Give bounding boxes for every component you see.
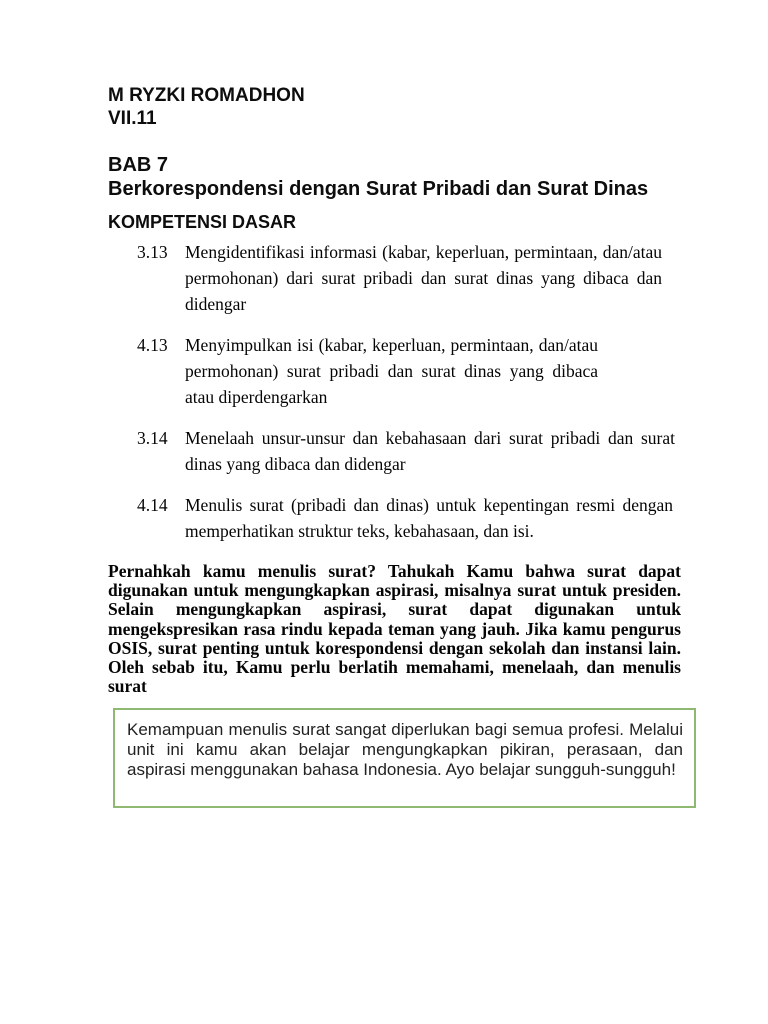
chapter-label: BAB 7 <box>108 154 169 176</box>
competency-item <box>108 239 681 317</box>
competency-number: 4.14 <box>137 495 168 515</box>
class-label: VII.11 <box>108 108 157 129</box>
competency-item <box>108 332 681 410</box>
competency-list <box>108 239 681 544</box>
intro-paragraph: Pernahkah kamu menulis surat? Tahukah Kamu bahwa surat dapat digunakan untuk mengungkapkan aspirasi, misalnya surat untuk presiden. Selain mengungkapkan aspirasi, surat dapat digunakan untuk mengekspresikan rasa rindu kepada teman yang jauh. Jika kamu pengurus OSIS, surat penting untuk korespondensi dengan sekolah dan instansi lain. Oleh sebab itu, Kamu perlu berlatih memahami, menelaah, dan menulis surat <box>108 561 681 697</box>
student-name: M RYZKI ROMADHON <box>108 85 305 106</box>
competency-text: Menyimpulkan isi (kabar, keperluan, permintaan, dan/atau permohonan) surat pribadi dan surat dinas yang dibaca atau diperdengarkan <box>185 335 598 407</box>
competency-item <box>108 492 681 544</box>
competency-number: 3.14 <box>137 428 168 448</box>
chapter-title: Berkorespondensi dengan Surat Pribadi dan Surat Dinas <box>108 177 649 200</box>
competency-text: Menelaah unsur-unsur dan kebahasaan dari surat pribadi dan surat dinas yang dibaca dan didengar <box>185 428 675 474</box>
competency-item <box>108 425 681 477</box>
document-header <box>108 84 681 130</box>
competency-text: Mengidentifikasi informasi (kabar, keperluan, permintaan, dan/atau permohonan) dari surat pribadi dan surat dinas yang dibaca dan didengar <box>185 242 662 314</box>
competency-number: 4.13 <box>137 335 168 355</box>
section-heading: KOMPETENSI DASAR <box>108 212 297 232</box>
callout-text: Kemampuan menulis surat sangat diperlukan bagi semua profesi. Melalui unit ini kamu akan belajar mengungkapkan pikiran, perasaan, dan aspirasi menggunakan bahasa Indonesia. Ayo belajar sungguh-sungguh! <box>127 720 683 780</box>
chapter-block <box>108 154 681 201</box>
callout-box <box>113 708 696 808</box>
competency-text: Menulis surat (pribadi dan dinas) untuk kepentingan resmi dengan memperhatikan struktur teks, kebahasaan, dan isi. <box>185 495 673 541</box>
competency-number: 3.13 <box>137 242 168 262</box>
